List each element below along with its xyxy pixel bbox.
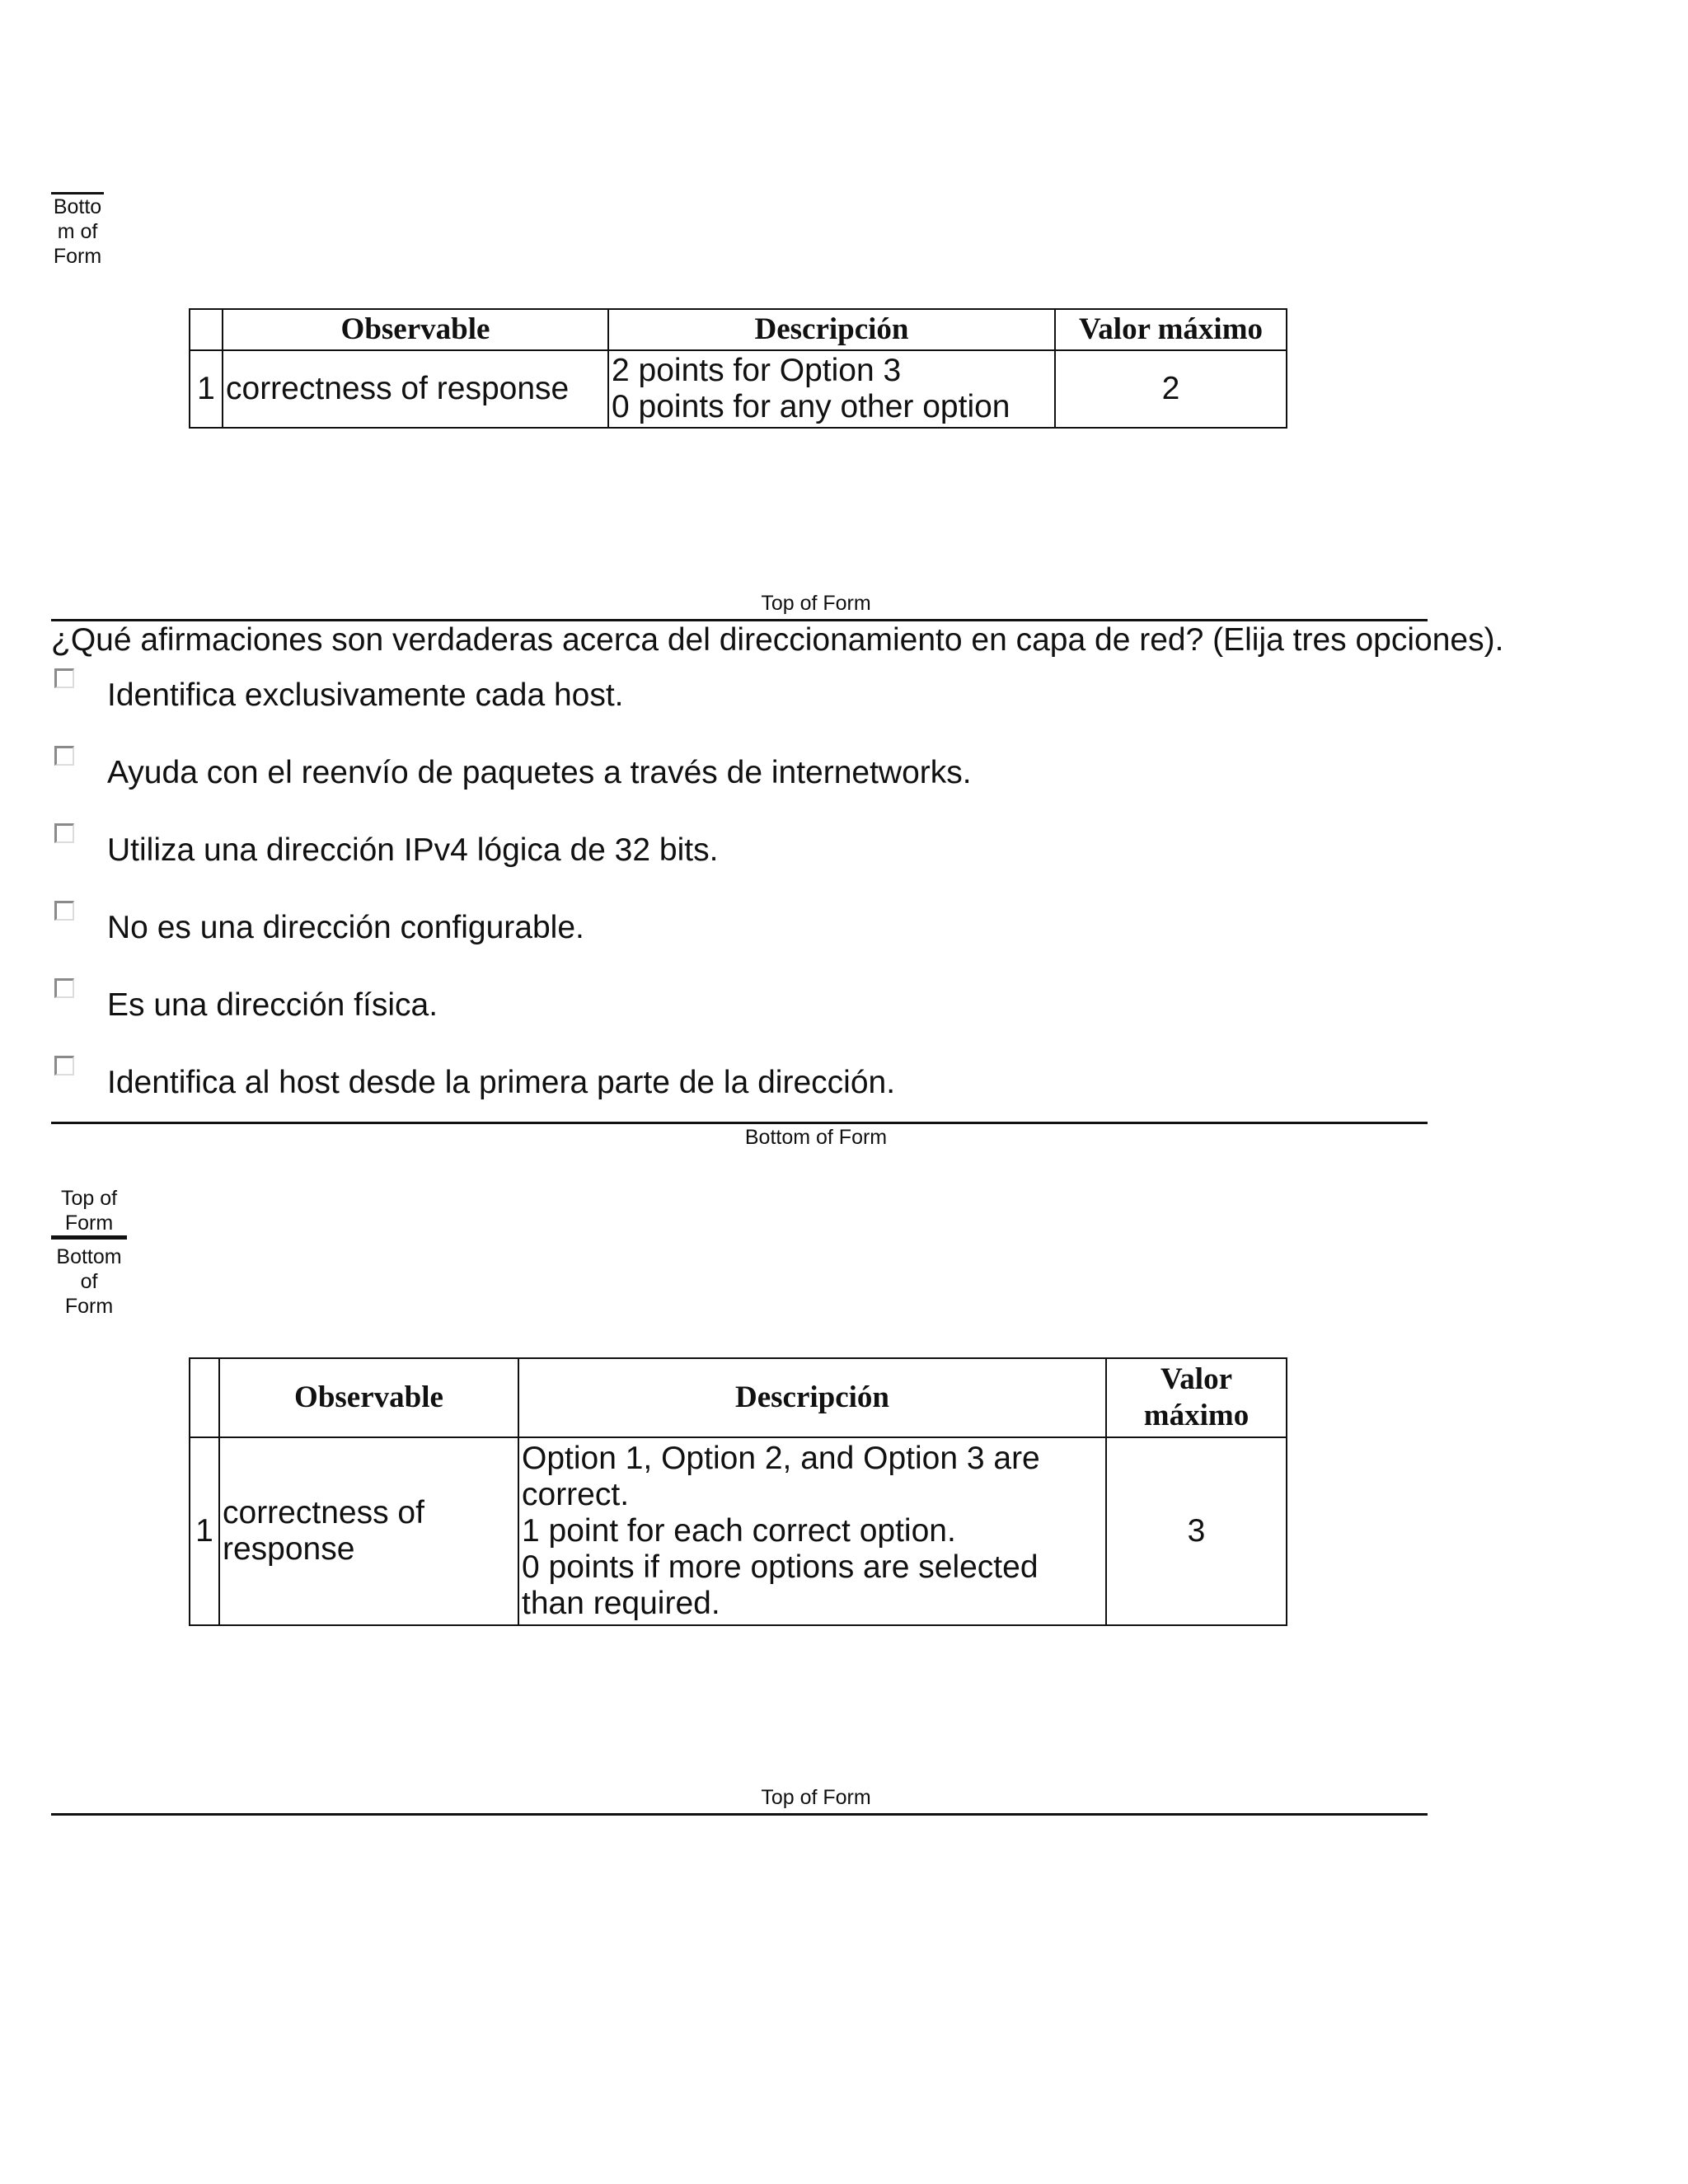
row-observable (219, 1437, 518, 1625)
question-text: ¿Qué afirmaciones son verdaderas acerca del direccionamiento en capa de red? (Elija tres opciones). (51, 622, 1504, 658)
option-label: Identifica exclusivamente cada host. (107, 677, 624, 713)
form-bottom-rule (51, 1122, 1428, 1124)
marker-line: of (80, 1270, 98, 1293)
row-number: 1 (190, 1437, 219, 1625)
row-max-value: 3 (1106, 1437, 1287, 1625)
table-header-observable: Observable (219, 1358, 518, 1437)
table-header-num (190, 1358, 219, 1437)
option-label: No es una dirección configurable. (107, 910, 584, 945)
header-line: máximo (1143, 1399, 1250, 1432)
table-header-description: Descripción (518, 1358, 1106, 1437)
table-header-row (190, 1358, 1287, 1437)
description-line: correct. (522, 1477, 630, 1512)
option-3[interactable] (53, 823, 1454, 873)
option-6[interactable] (53, 1056, 1454, 1105)
checkbox-option-5[interactable] (54, 978, 74, 998)
row-observable: correctness of response (223, 350, 608, 428)
top-of-form-marker-stack (51, 1186, 127, 1240)
option-label: Es una dirección física. (107, 987, 438, 1023)
table-row (190, 350, 1287, 428)
description-line: 0 points for any other option (612, 389, 1010, 424)
option-label: Ayuda con el reenvío de paquetes a través de internetworks. (107, 755, 972, 790)
option-4[interactable] (53, 901, 1454, 950)
table-header-max-value (1106, 1358, 1287, 1437)
checkbox-option-2[interactable] (54, 746, 74, 766)
option-1[interactable] (53, 668, 1454, 718)
bottom-of-form-marker-1 (51, 192, 104, 269)
description-line: Option 1, Option 2, and Option 3 are (522, 1441, 1040, 1476)
option-5[interactable] (53, 978, 1454, 1028)
table-header-max-value: Valor máximo (1055, 309, 1287, 350)
marker-line: Form (53, 245, 102, 268)
table-header-row (190, 309, 1287, 350)
checkbox-option-1[interactable] (54, 668, 74, 688)
marker-line: Bottom (56, 1245, 122, 1268)
rubric-table-1 (189, 308, 1287, 429)
marker-line: Form (64, 1295, 114, 1318)
checkbox-option-6[interactable] (54, 1056, 74, 1076)
top-of-form-marker: Top of Form (761, 592, 871, 615)
table-header-observable: Observable (223, 309, 608, 350)
checkbox-option-3[interactable] (54, 823, 74, 843)
row-number: 1 (190, 350, 223, 428)
observable-line: response (223, 1531, 355, 1567)
option-label: Identifica al host desde la primera parte de la dirección. (107, 1065, 896, 1100)
row-description (608, 350, 1055, 428)
bottom-of-form-marker: Bottom of Form (744, 1126, 888, 1149)
top-of-form-marker-last: Top of Form (761, 1786, 871, 1809)
marker-line: Top of (60, 1187, 118, 1210)
description-line: 2 points for Option 3 (612, 353, 902, 388)
marker-line: Botto (53, 195, 102, 218)
form-top-rule-last (51, 1813, 1428, 1816)
table-row (190, 1437, 1287, 1625)
description-line: 0 points if more options are selected (522, 1549, 1039, 1585)
rubric-table-2 (189, 1357, 1287, 1626)
checkbox-option-4[interactable] (54, 901, 74, 921)
description-line: 1 point for each correct option. (522, 1513, 956, 1549)
row-max-value: 2 (1055, 350, 1287, 428)
header-line: Valor (1160, 1362, 1233, 1396)
option-label: Utiliza una dirección IPv4 lógica de 32 bits. (107, 832, 719, 868)
bottom-of-form-marker-stack (51, 1244, 127, 1319)
description-line: than required. (522, 1586, 720, 1621)
row-description (518, 1437, 1106, 1625)
table-header-num (190, 309, 223, 350)
observable-line: correctness of (223, 1495, 424, 1530)
marker-line: Form (64, 1212, 114, 1235)
option-2[interactable] (53, 746, 1454, 795)
marker-line: m of (57, 220, 98, 243)
table-header-description: Descripción (608, 309, 1055, 350)
